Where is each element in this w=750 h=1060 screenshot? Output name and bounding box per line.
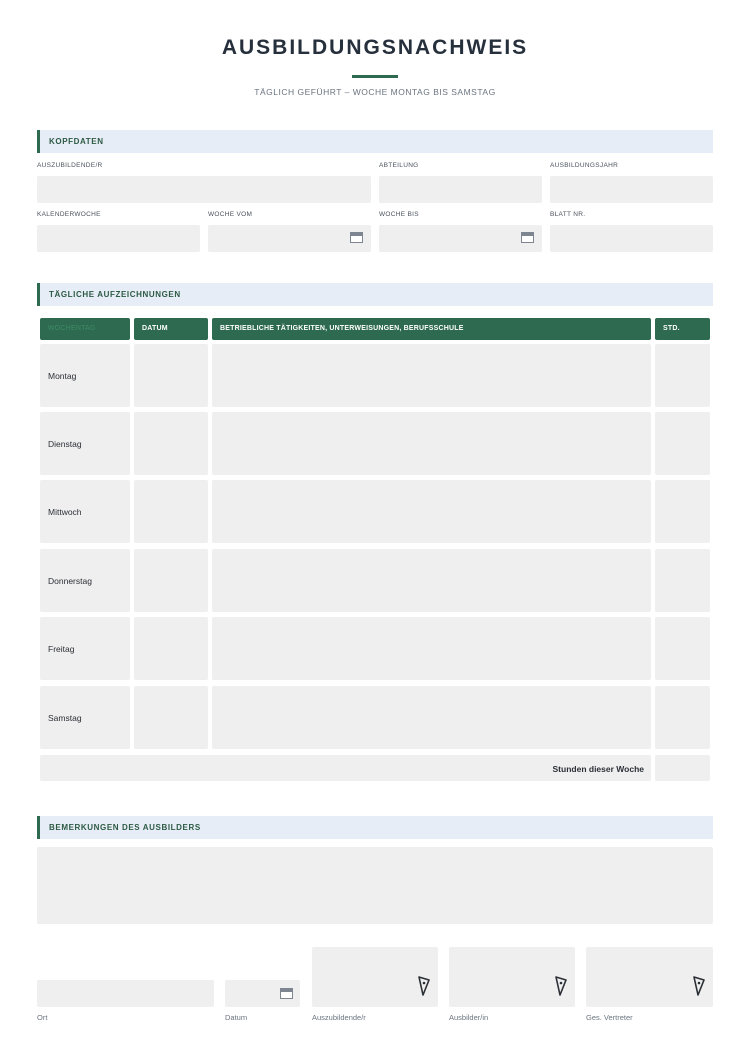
column-header-taetigkeiten: BETRIEBLICHE TÄTIGKEITEN, UNTERWEISUNGEN, BERUFSSCHULE bbox=[212, 318, 651, 340]
page-title: AUSBILDUNGSNACHWEIS bbox=[221, 36, 529, 59]
taetigkeiten-cell[interactable] bbox=[212, 344, 651, 407]
datum-label: Datum bbox=[225, 1013, 248, 1022]
pen-icon bbox=[418, 976, 430, 996]
section-daily bbox=[37, 283, 713, 306]
signature-field-ausbilder[interactable] bbox=[449, 947, 575, 1007]
datum-cell[interactable] bbox=[134, 480, 208, 543]
ausbildungsjahr-field[interactable] bbox=[550, 176, 713, 203]
column-header-wochentag: WOCHENTAG bbox=[40, 318, 130, 340]
pen-icon bbox=[693, 976, 705, 996]
taetigkeiten-cell[interactable] bbox=[212, 480, 651, 543]
stunden-cell[interactable] bbox=[655, 549, 710, 612]
kalenderwoche-label: KALENDERWOCHE bbox=[37, 211, 101, 218]
signature-field-auszubildende[interactable] bbox=[312, 947, 438, 1007]
section-remarks bbox=[37, 816, 713, 839]
remarks-field[interactable] bbox=[37, 847, 713, 924]
signature-label-vertreter: Ges. Vertreter bbox=[586, 1013, 633, 1022]
woche-vom-label: WOCHE VOM bbox=[208, 211, 253, 218]
day-name: Donnerstag bbox=[48, 576, 92, 586]
auszubildende-field[interactable] bbox=[37, 176, 371, 203]
calendar-icon[interactable] bbox=[280, 988, 293, 999]
ausbildungsjahr-label: AUSBILDUNGSJAHR bbox=[550, 162, 619, 169]
total-hours-cell[interactable] bbox=[655, 755, 710, 781]
pen-icon bbox=[555, 976, 567, 996]
ort-field[interactable] bbox=[37, 980, 214, 1007]
blatt-field[interactable] bbox=[550, 225, 713, 252]
stunden-cell[interactable] bbox=[655, 480, 710, 543]
taetigkeiten-cell[interactable] bbox=[212, 686, 651, 749]
auszubildende-label: AUSZUBILDENDE/R bbox=[37, 162, 103, 169]
day-cell bbox=[40, 412, 130, 475]
stunden-cell[interactable] bbox=[655, 617, 710, 680]
section-title: BEMERKUNGEN DES AUSBILDERS bbox=[49, 823, 201, 832]
day-name: Montag bbox=[48, 371, 77, 381]
section-title: TÄGLICHE AUFZEICHNUNGEN bbox=[49, 290, 181, 299]
datum-cell[interactable] bbox=[134, 412, 208, 475]
total-row bbox=[40, 755, 651, 781]
signature-field-vertreter[interactable] bbox=[586, 947, 713, 1007]
column-header-datum: DATUM bbox=[134, 318, 208, 340]
datum-field[interactable] bbox=[225, 980, 300, 1007]
section-title: KOPFDATEN bbox=[49, 137, 104, 146]
datum-cell[interactable] bbox=[134, 686, 208, 749]
calendar-icon[interactable] bbox=[350, 232, 363, 243]
kalenderwoche-field[interactable] bbox=[37, 225, 200, 252]
day-cell bbox=[40, 617, 130, 680]
section-kopfdaten bbox=[37, 130, 713, 153]
stunden-cell[interactable] bbox=[655, 686, 710, 749]
abteilung-label: ABTEILUNG bbox=[379, 162, 419, 169]
day-name: Dienstag bbox=[48, 439, 82, 449]
day-cell bbox=[40, 344, 130, 407]
stunden-cell[interactable] bbox=[655, 344, 710, 407]
stunden-cell[interactable] bbox=[655, 412, 710, 475]
day-cell bbox=[40, 549, 130, 612]
ort-label: Ort bbox=[37, 1013, 48, 1022]
woche-vom-field[interactable] bbox=[208, 225, 371, 252]
day-cell bbox=[40, 686, 130, 749]
calendar-icon[interactable] bbox=[521, 232, 534, 243]
taetigkeiten-cell[interactable] bbox=[212, 412, 651, 475]
signature-label-auszubildende: Auszubildende/r bbox=[312, 1013, 366, 1022]
datum-cell[interactable] bbox=[134, 617, 208, 680]
page-subtitle: TÄGLICH GEFÜHRT – WOCHE MONTAG BIS SAMSTAG bbox=[254, 87, 496, 97]
abteilung-field[interactable] bbox=[379, 176, 542, 203]
woche-bis-field[interactable] bbox=[379, 225, 542, 252]
blatt-label: BLATT NR. bbox=[550, 211, 586, 218]
day-name: Freitag bbox=[48, 644, 75, 654]
title-underline bbox=[352, 75, 398, 78]
taetigkeiten-cell[interactable] bbox=[212, 617, 651, 680]
datum-cell[interactable] bbox=[134, 549, 208, 612]
day-name: Mittwoch bbox=[48, 507, 82, 517]
woche-bis-label: WOCHE BIS bbox=[379, 211, 419, 218]
day-cell bbox=[40, 480, 130, 543]
day-name: Samstag bbox=[48, 713, 82, 723]
total-label: Stunden dieser Woche bbox=[552, 764, 644, 774]
column-header-std: STD. bbox=[655, 318, 710, 340]
signature-label-ausbilder: Ausbilder/in bbox=[449, 1013, 489, 1022]
taetigkeiten-cell[interactable] bbox=[212, 549, 651, 612]
datum-cell[interactable] bbox=[134, 344, 208, 407]
